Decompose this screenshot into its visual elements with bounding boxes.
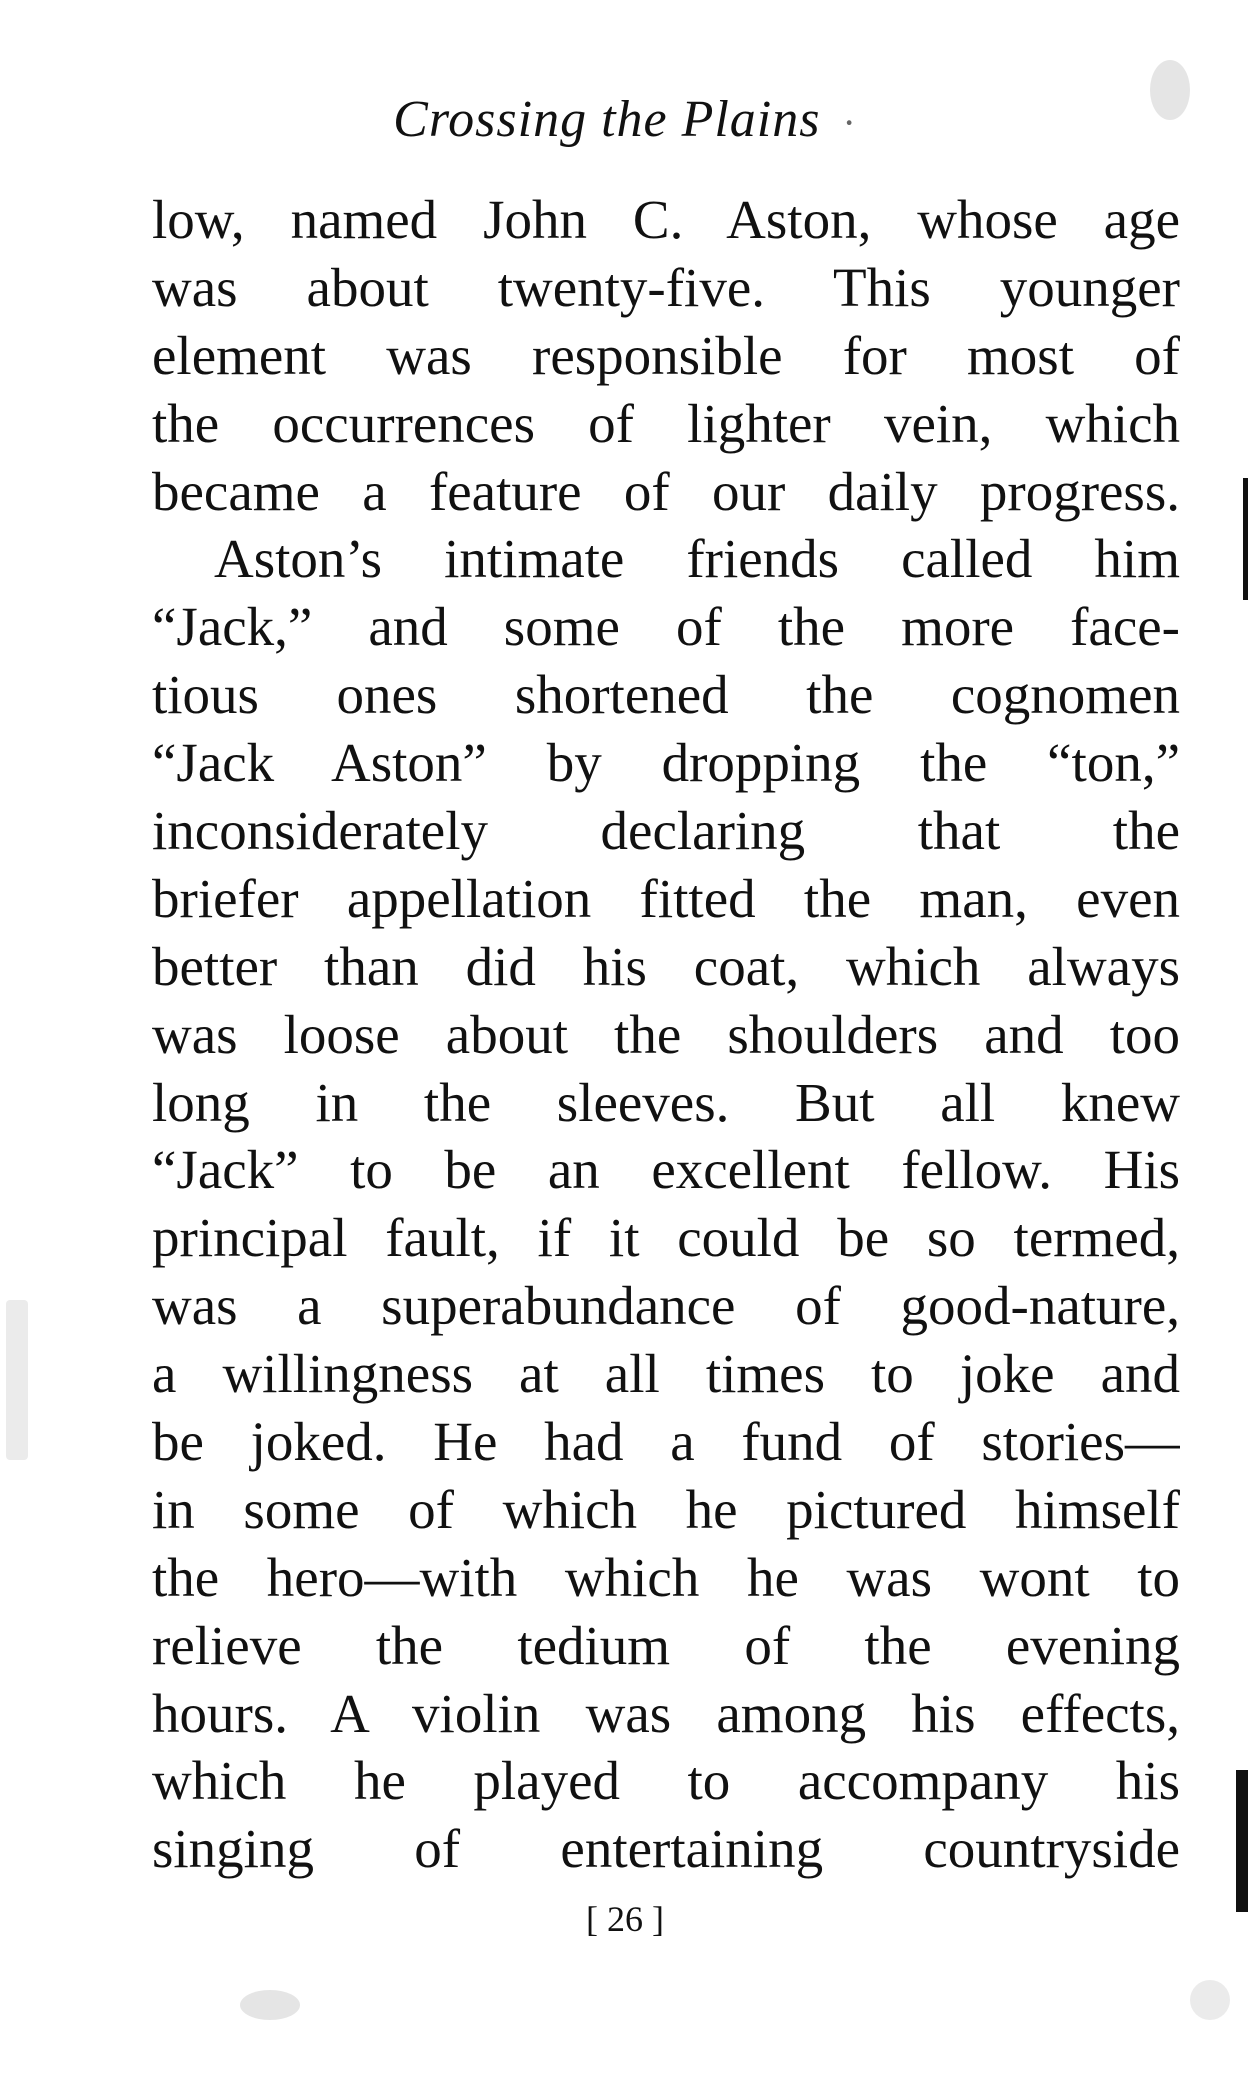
text-line: low, named John C. Aston, whose age xyxy=(152,189,1180,250)
scan-speckle xyxy=(6,1300,28,1460)
scan-edge-mark xyxy=(1243,478,1248,600)
text-line: was about twenty-five. This younger xyxy=(152,256,1180,318)
text-line: better than did his coat, which always xyxy=(152,935,1180,997)
text-line: the occurrences of lighter vein, which xyxy=(152,392,1180,454)
running-head-title: Crossing the Plains xyxy=(393,91,821,148)
scan-speckle xyxy=(1150,60,1190,120)
running-head xyxy=(0,90,1250,149)
page-number: [ 26 ] xyxy=(586,1899,664,1939)
text-line: long in the sleeves. But all knew xyxy=(152,1071,1180,1133)
text-line: “Jack,” and some of the more face- xyxy=(152,596,1180,658)
text-line: hours. A violin was among his effects, xyxy=(152,1682,1180,1744)
text-line: briefer appellation fitted the man, even xyxy=(152,867,1180,929)
text-line: a willingness at all times to joke and xyxy=(152,1343,1180,1405)
text-line: element was responsible for most of xyxy=(152,324,1180,386)
text-line: “Jack Aston” by dropping the “ton,” xyxy=(152,732,1180,794)
text-line: “Jack” to be an excellent fellow. His xyxy=(152,1139,1180,1201)
text-line: the hero—with which he was wont to xyxy=(152,1546,1180,1608)
text-line-paragraph-start: Aston’s intimate friends called him xyxy=(214,528,1180,590)
body-text xyxy=(152,186,1180,1883)
scan-speckle xyxy=(1190,1980,1230,2020)
text-line: inconsiderately declaring that the xyxy=(152,800,1180,862)
text-line: relieve the tedium of the evening xyxy=(152,1614,1180,1676)
text-line: be joked. He had a fund of stories— xyxy=(152,1411,1180,1473)
text-line: singing of entertaining countryside xyxy=(152,1818,1180,1880)
text-line: which he played to accompany his xyxy=(152,1750,1180,1812)
text-line: was a superabundance of good-nature, xyxy=(152,1275,1180,1337)
running-head-dot: · xyxy=(842,100,857,145)
text-line: became a feature of our daily progress. xyxy=(152,460,1180,522)
text-line: principal fault, if it could be so termed, xyxy=(152,1207,1180,1269)
text-line: was loose about the shoulders and too xyxy=(152,1003,1180,1065)
scan-speckle xyxy=(240,1990,300,2020)
scan-edge-mark xyxy=(1236,1770,1248,1912)
text-line: in some of which he pictured himself xyxy=(152,1478,1180,1540)
text-line: tious ones shortened the cognomen xyxy=(152,664,1180,726)
